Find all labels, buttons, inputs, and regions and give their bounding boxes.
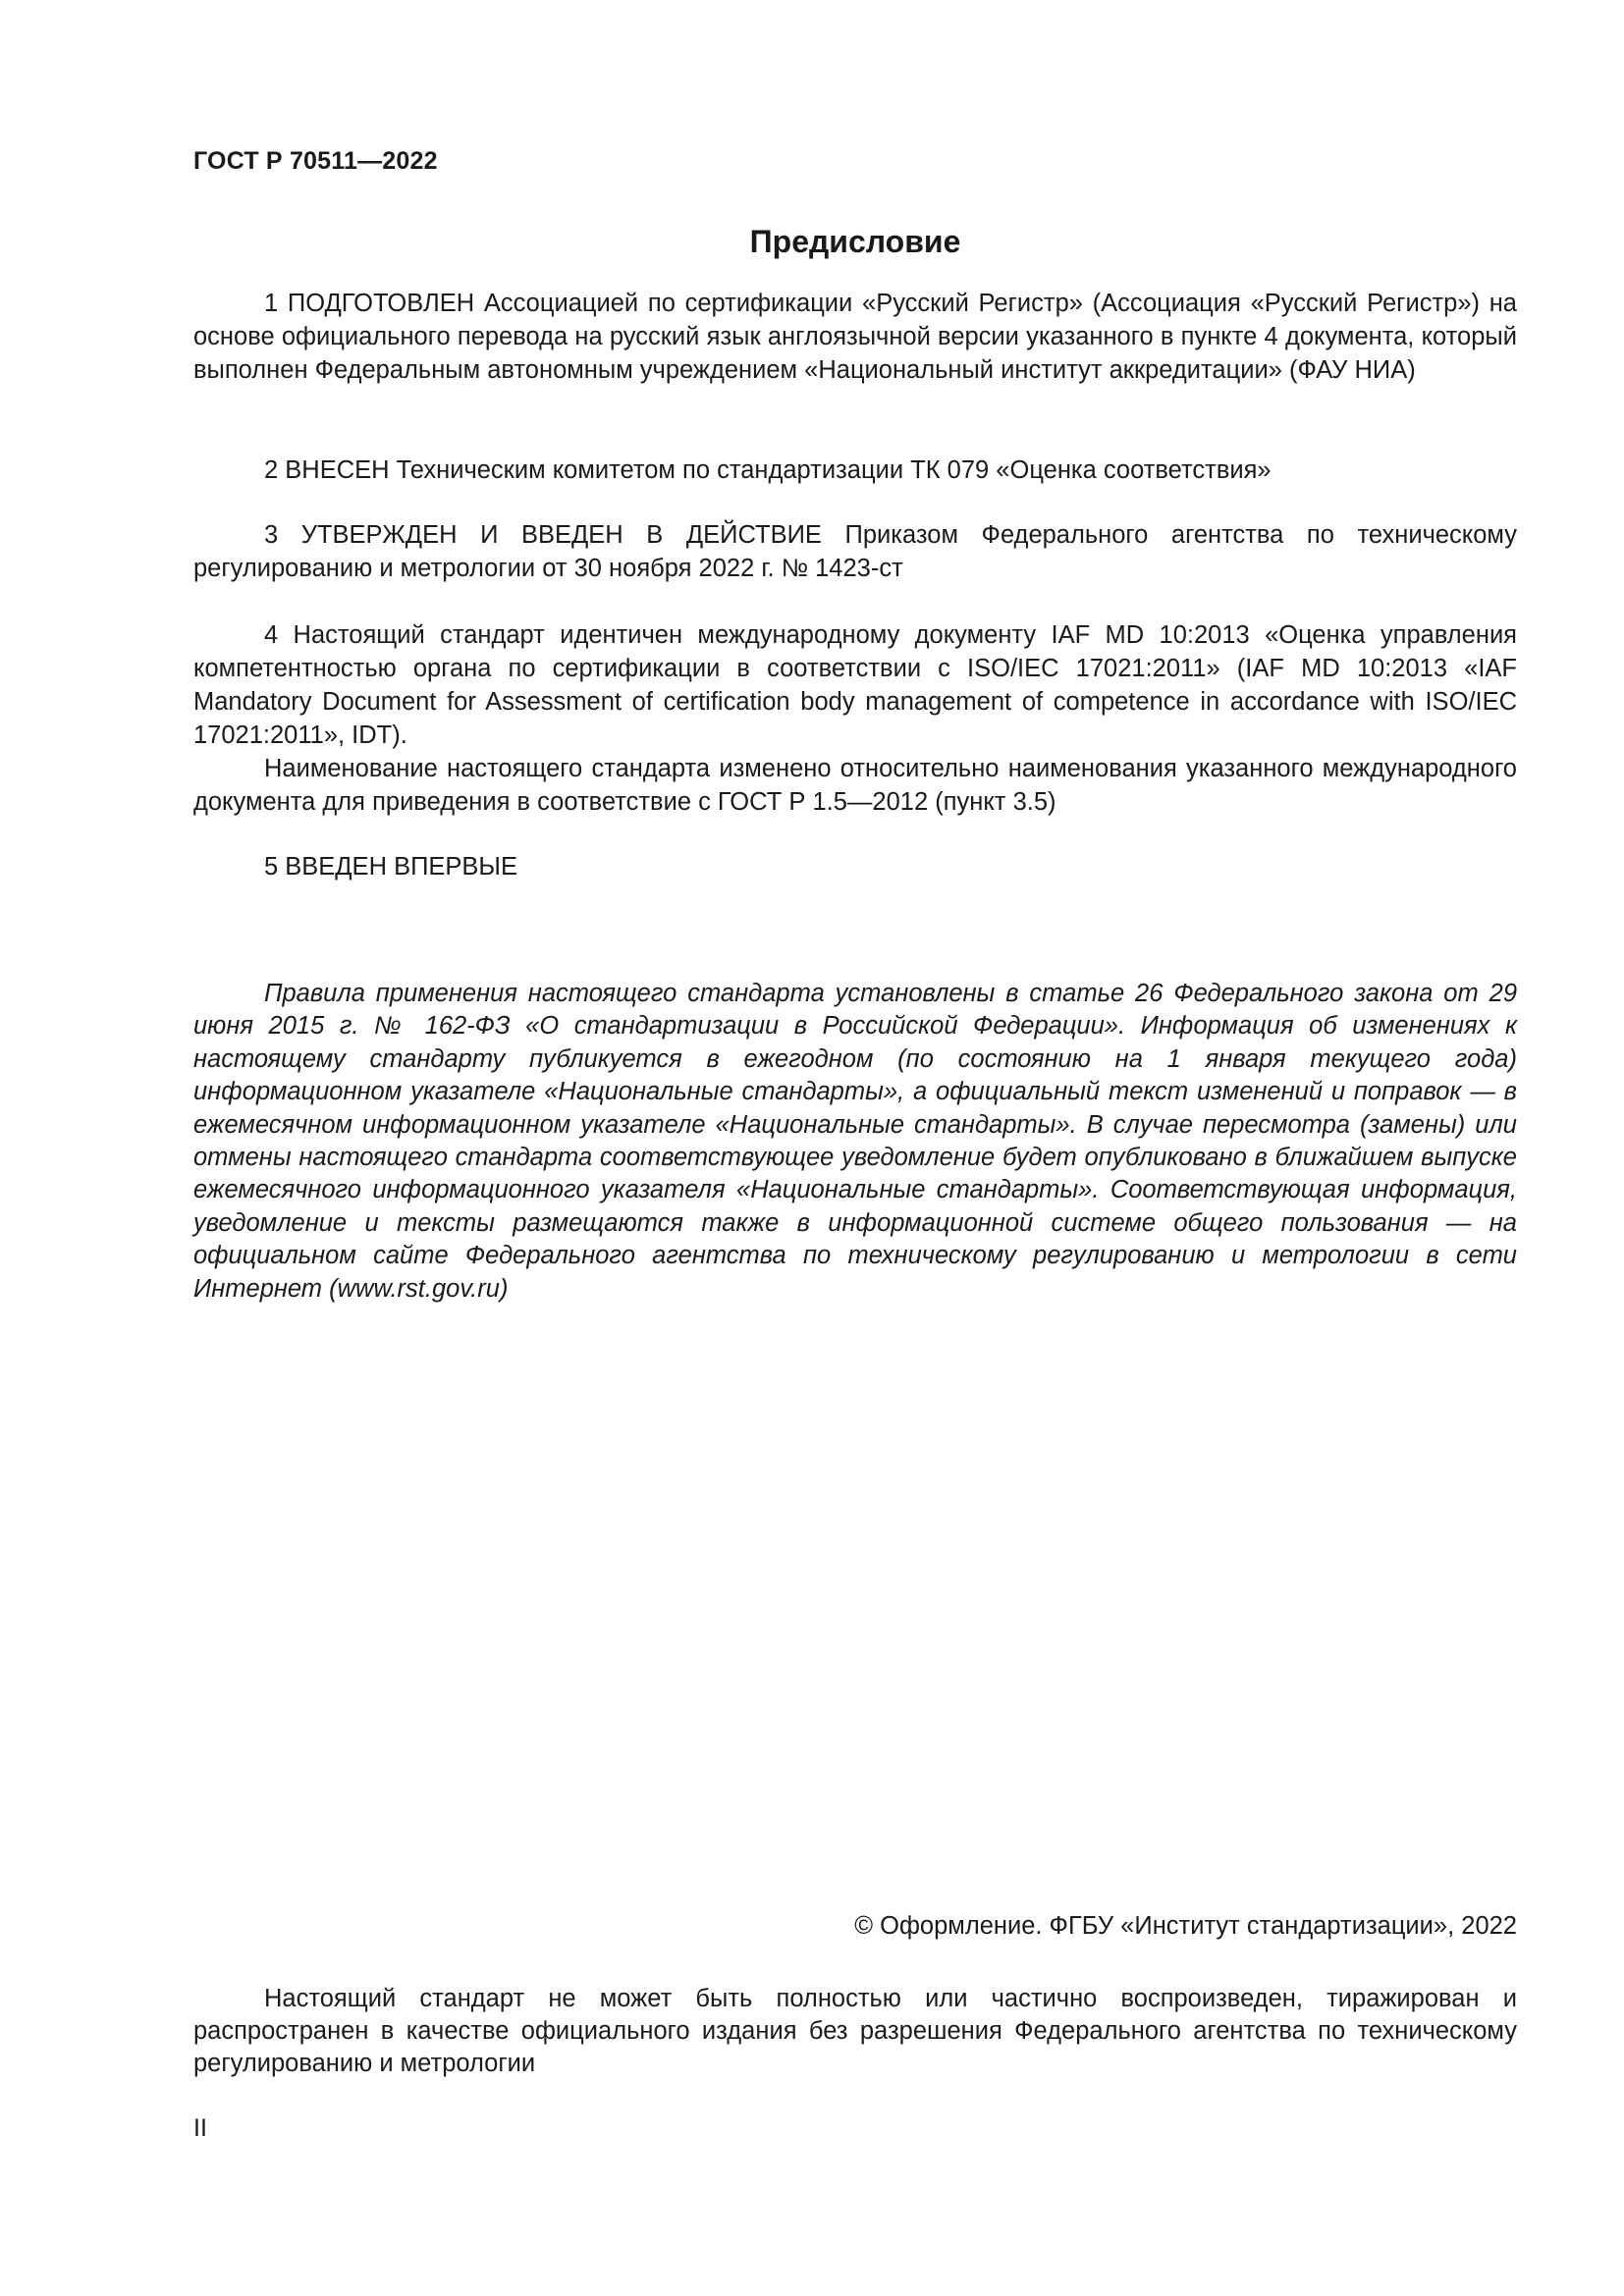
page-number: II [193, 2114, 207, 2142]
application-rules-text: Правила применения настоящего стандарта установлены в статье 26 Федерального закона от 29 июня 2015 г. № 162-ФЗ «О стандартизации в Российской Федерации». Информация об изменениях к настоящему стандарту публикуется в ежегодном (по состоянию на 1 января текущего года) информационном указателе «Национальные стандарты», а официальный текст изменений и поправок — в ежемесячном информационном указателе «Национальные стандарты». В случае пересмотра (замены) или отмены настоящего стандарта соответствующее уведомление будет опубликовано в ближайшем выпуске ежемесячного информационного указателя «Национальные стандарты». Соответствующая информация, уведомление и тексты размещаются также в информационной системе общего пользования — на официальном сайте Федерального агентства по техническому регулированию и метрологии в сети Интернет (www.rst.gov.ru) [193, 980, 1517, 1303]
foreword-item-approved: 3 УТВЕРЖДЕН И ВВЕДЕН В ДЕЙСТВИЕ Приказом Федерального агентства по техническому регулированию и метрологии от 30 ноября 2022 г. № 1423-ст [193, 521, 1517, 582]
foreword-item-name-changed: Наименование настоящего стандарта изменено относительно наименования указанного международного документа для приведения в соответствие с ГОСТ Р 1.5—2012 (пункт 3.5) [193, 755, 1517, 816]
copyright-line: © Оформление. ФГБУ «Институт стандартизации», 2022 [854, 1912, 1517, 1940]
reproduction-notice: Настоящий стандарт не может быть полностью или частично воспроизведен, тиражирован и распространен в качестве официального издания без разрешения Федерального агентства по техническому регулированию и метрологии [193, 1985, 1517, 2077]
foreword-item-prepared: 1 ПОДГОТОВЛЕН Ассоциацией по сертификации «Русский Регистр» (Ассоциация «Русский Регистр») на основе официального перевода на русский язык англоязычной версии указанного в пункте 4 документа, который выполнен Федеральным автономным учреждением «Национальный институт аккредитации» (ФАУ НИА) [193, 290, 1517, 384]
foreword-item-introduced: 2 ВНЕСЕН Техническим комитетом по стандартизации ТК 079 «Оценка соответствия» [264, 456, 1272, 484]
section-title: Предисловие [749, 224, 961, 259]
foreword-item-first-introduced: 5 ВВЕДЕН ВПЕРВЫЕ [264, 853, 518, 881]
document-code-header: ГОСТ Р 70511—2022 [193, 147, 438, 175]
foreword-item-identical: 4 Настоящий стандарт идентичен международному документу IAF MD 10:2013 «Оценка управления компетентностью органа по сертификации в соответствии с ISO/IEC 17021:2011» (IAF MD 10:2013 «IAF Mandatory Document for Assessment of certification body management of competence in accordance with ISO/IEC 17021:2011», IDT). [193, 621, 1517, 749]
